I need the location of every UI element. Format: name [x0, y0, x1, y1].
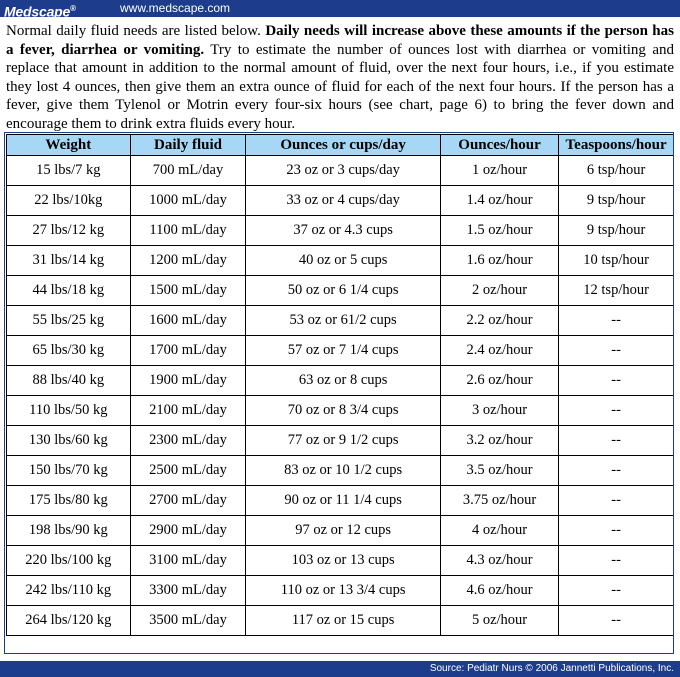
table-cell: 40 oz or 5 cups — [246, 246, 440, 276]
table-cell: -- — [559, 396, 674, 426]
table-cell: 3300 mL/day — [130, 576, 246, 606]
table-cell: 198 lbs/90 kg — [7, 516, 131, 546]
table-cell: -- — [559, 546, 674, 576]
table-cell: 4.3 oz/hour — [440, 546, 558, 576]
table-row — [7, 246, 674, 276]
table-cell: 1500 mL/day — [130, 276, 246, 306]
table-cell: 4.6 oz/hour — [440, 576, 558, 606]
table-cell: -- — [559, 606, 674, 636]
table-cell: 12 tsp/hour — [559, 276, 674, 306]
table-cell: 97 oz or 12 cups — [246, 516, 440, 546]
table-cell: 31 lbs/14 kg — [7, 246, 131, 276]
table-row — [7, 576, 674, 606]
table-row — [7, 606, 674, 636]
table-cell: 70 oz or 8 3/4 cups — [246, 396, 440, 426]
source-footer-bar — [0, 661, 680, 677]
table-cell: 50 oz or 6 1/4 cups — [246, 276, 440, 306]
table-row — [7, 306, 674, 336]
header-ounces-hour: Ounces/hour — [440, 135, 558, 156]
header-weight: Weight — [7, 135, 131, 156]
source-citation: Source: Pediatr Nurs © 2006 Jannetti Publications, Inc. — [429, 663, 674, 674]
table-cell: 2.4 oz/hour — [440, 336, 558, 366]
table-row — [7, 426, 674, 456]
brand-name: Medscape — [4, 3, 71, 20]
table-row — [7, 186, 674, 216]
table-cell: 2.6 oz/hour — [440, 366, 558, 396]
table-cell: 2500 mL/day — [130, 456, 246, 486]
table-cell: 1600 mL/day — [130, 306, 246, 336]
table-cell: -- — [559, 456, 674, 486]
table-cell: 57 oz or 7 1/4 cups — [246, 336, 440, 366]
header-teaspoons-hour: Teaspoons/hour — [559, 135, 674, 156]
table-cell: 2300 mL/day — [130, 426, 246, 456]
table-cell: 1700 mL/day — [130, 336, 246, 366]
header-daily-fluid: Daily fluid — [130, 135, 246, 156]
table-cell: 15 lbs/7 kg — [7, 156, 131, 186]
intro-text-2: Try to estimate the number of ounces lost with diarrhea or vomiting and replace that amount in addition to the normal amount of fluid, over the next four hours, i.e., if you estimate they lost 4 ounces, then give them an extra ounce of fluid for each of the next four hours. If the person has a fever, give them Tylenol or Motrin every four-six hours (see chart, page 6) to bring the fever down and encourage them to drink extra fluids every hour. — [6, 41, 674, 132]
table-cell: 77 oz or 9 1/2 cups — [246, 426, 440, 456]
table-cell: 1900 mL/day — [130, 366, 246, 396]
table-cell: 6 tsp/hour — [559, 156, 674, 186]
table-cell: -- — [559, 336, 674, 366]
table-row — [7, 216, 674, 246]
table-cell: 264 lbs/120 kg — [7, 606, 131, 636]
medscape-logo — [4, 0, 76, 21]
table-row — [7, 546, 674, 576]
table-cell: 9 tsp/hour — [559, 186, 674, 216]
table-cell: 44 lbs/18 kg — [7, 276, 131, 306]
table-cell: 27 lbs/12 kg — [7, 216, 131, 246]
table-cell: 65 lbs/30 kg — [7, 336, 131, 366]
table-cell: 1 oz/hour — [440, 156, 558, 186]
table-cell: 2900 mL/day — [130, 516, 246, 546]
table-cell: 33 oz or 4 cups/day — [246, 186, 440, 216]
table-row — [7, 336, 674, 366]
table-cell: 150 lbs/70 kg — [7, 456, 131, 486]
table-row — [7, 516, 674, 546]
table-cell: 83 oz or 10 1/2 cups — [246, 456, 440, 486]
table-cell: 700 mL/day — [130, 156, 246, 186]
table-cell: 4 oz/hour — [440, 516, 558, 546]
table-cell: 2100 mL/day — [130, 396, 246, 426]
table-cell: -- — [559, 486, 674, 516]
table-cell: 3500 mL/day — [130, 606, 246, 636]
table-row — [7, 276, 674, 306]
registered-mark: ® — [70, 4, 76, 13]
table-cell: 63 oz or 8 cups — [246, 366, 440, 396]
table-row — [7, 456, 674, 486]
table-cell: 53 oz or 61/2 cups — [246, 306, 440, 336]
table-cell: 3 oz/hour — [440, 396, 558, 426]
intro-paragraph — [6, 22, 674, 133]
intro-text-1: Normal daily fluid needs are listed below. — [6, 23, 266, 39]
table-cell: 2700 mL/day — [130, 486, 246, 516]
table-cell: 23 oz or 3 cups/day — [246, 156, 440, 186]
table-cell: 175 lbs/80 kg — [7, 486, 131, 516]
table-row — [7, 156, 674, 186]
table-cell: 10 tsp/hour — [559, 246, 674, 276]
table-cell: 3.75 oz/hour — [440, 486, 558, 516]
table-cell: 130 lbs/60 kg — [7, 426, 131, 456]
header-ounces-cups-day: Ounces or cups/day — [246, 135, 440, 156]
table-cell: 2.2 oz/hour — [440, 306, 558, 336]
table-row — [7, 366, 674, 396]
table-cell: 1.4 oz/hour — [440, 186, 558, 216]
table-cell: 220 lbs/100 kg — [7, 546, 131, 576]
table-cell: -- — [559, 576, 674, 606]
table-cell: 3.2 oz/hour — [440, 426, 558, 456]
table-cell: -- — [559, 426, 674, 456]
table-cell: 37 oz or 4.3 cups — [246, 216, 440, 246]
table-cell: -- — [559, 516, 674, 546]
table-cell: 3100 mL/day — [130, 546, 246, 576]
fluid-needs-table — [6, 134, 674, 636]
intro-bold-text: Daily needs will increase above these amounts if the person has a fever, diarrhea or vomiting. — [6, 23, 674, 58]
table-cell: 1200 mL/day — [130, 246, 246, 276]
table-cell: 22 lbs/10kg — [7, 186, 131, 216]
table-cell: 242 lbs/110 kg — [7, 576, 131, 606]
table-cell: 1.6 oz/hour — [440, 246, 558, 276]
table-cell: 1000 mL/day — [130, 186, 246, 216]
table-cell: -- — [559, 306, 674, 336]
table-cell: 110 oz or 13 3/4 cups — [246, 576, 440, 606]
table-cell: 110 lbs/50 kg — [7, 396, 131, 426]
table-cell: 103 oz or 13 cups — [246, 546, 440, 576]
table-cell: -- — [559, 366, 674, 396]
medscape-header-bar — [0, 0, 680, 20]
table-cell: 3.5 oz/hour — [440, 456, 558, 486]
table-row — [7, 486, 674, 516]
table-header-row — [7, 135, 674, 156]
table-cell: 1.5 oz/hour — [440, 216, 558, 246]
table-cell: 1100 mL/day — [130, 216, 246, 246]
table-cell: 117 oz or 15 cups — [246, 606, 440, 636]
table-cell: 88 lbs/40 kg — [7, 366, 131, 396]
table-row — [7, 396, 674, 426]
site-url-link[interactable]: www.medscape.com — [120, 1, 231, 15]
table-cell: 9 tsp/hour — [559, 216, 674, 246]
table-cell: 2 oz/hour — [440, 276, 558, 306]
table-cell: 55 lbs/25 kg — [7, 306, 131, 336]
table-cell: 90 oz or 11 1/4 cups — [246, 486, 440, 516]
table-cell: 5 oz/hour — [440, 606, 558, 636]
